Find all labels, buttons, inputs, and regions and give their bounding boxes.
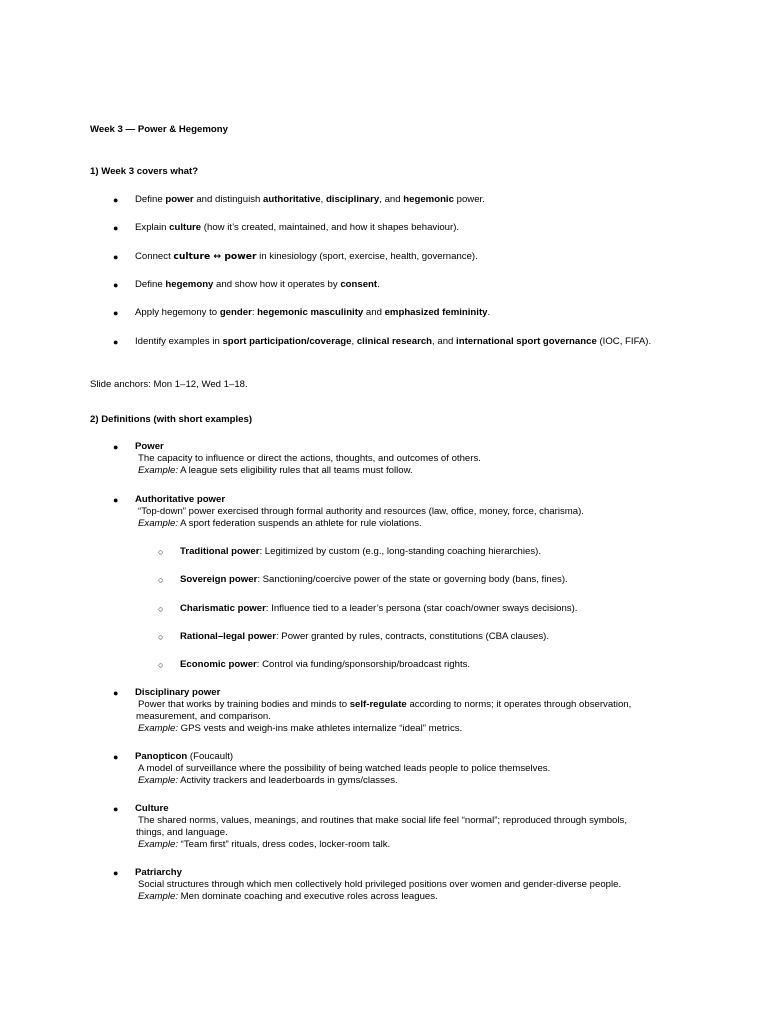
bullet-icon: ● (113, 442, 119, 452)
example-text: Example: Men dominate coaching and executive roles across leagues. (138, 891, 438, 902)
term-panopticon: Panopticon (Foucault) (135, 751, 234, 762)
circle-bullet-icon: ○ (158, 632, 164, 642)
definition-text: A model of surveillance where the possibility of being watched leads people to police themselves. (138, 763, 551, 774)
term-patriarchy: Patriarchy (135, 867, 182, 878)
list-item: Identify examples in sport participation/coverage, clinical research, and international sport governance (IOC, FIFA). (135, 336, 652, 347)
circle-bullet-icon: ○ (158, 547, 164, 557)
term-disciplinary-power: Disciplinary power (135, 687, 221, 698)
circle-bullet-icon: ○ (158, 575, 164, 585)
term-authoritative-power: Authoritative power (135, 494, 226, 505)
term-power: Power (135, 441, 164, 452)
circle-bullet-icon: ○ (158, 660, 164, 670)
section-1-heading: 1) Week 3 covers what? (90, 166, 199, 177)
list-item: Apply hegemony to gender: hegemonic masculinity and emphasized femininity. (135, 307, 491, 318)
bullet-icon: ● (113, 252, 119, 262)
page-title: Week 3 — Power & Hegemony (90, 124, 228, 135)
definition-text: measurement, and comparison. (136, 711, 271, 722)
example-text: Example: “Team first” rituals, dress codes, locker-room talk. (138, 839, 391, 850)
bullet-icon: ● (113, 195, 119, 205)
definition-text: Social structures through which men collectively hold privileged positions over women and gender-diverse people. (138, 879, 622, 890)
section-2-heading: 2) Definitions (with short examples) (90, 414, 253, 425)
list-item: Define power and distinguish authoritative, disciplinary, and hegemonic power. (135, 194, 485, 205)
definition-text: The shared norms, values, meanings, and routines that make social life feel “normal”; reproduced through symbols, (138, 815, 627, 826)
bullet-icon: ● (113, 280, 119, 290)
list-item: Define hegemony and show how it operates by consent. (135, 279, 380, 290)
bullet-icon: ● (113, 337, 119, 347)
example-text: Example: GPS vests and weigh-ins make athletes internalize “ideal” metrics. (138, 723, 463, 734)
bullet-icon: ● (113, 688, 119, 698)
definition-text: The capacity to influence or direct the actions, thoughts, and outcomes of others. (138, 453, 481, 464)
example-text: Example: A sport federation suspends an athlete for rule violations. (138, 518, 422, 529)
sub-list-item: Sovereign power: Sanctioning/coercive power of the state or governing body (bans, fines). (180, 574, 568, 585)
slide-anchors: Slide anchors: Mon 1–12, Wed 1–18. (90, 379, 248, 390)
list-item: Connect culture ↔ power in kinesiology (sport, exercise, health, governance). (135, 251, 478, 262)
example-text: Example: A league sets eligibility rules that all teams must follow. (138, 465, 413, 476)
sub-list-item: Traditional power: Legitimized by custom (e.g., long-standing coaching hierarchies). (180, 546, 541, 557)
circle-bullet-icon: ○ (158, 604, 164, 614)
sub-list-item: Rational–legal power: Power granted by rules, contracts, constitutions (CBA clauses). (180, 631, 549, 642)
list-item: Explain culture (how it’s created, maintained, and how it shapes behaviour). (135, 222, 460, 233)
bullet-icon: ● (113, 223, 119, 233)
bullet-icon: ● (113, 804, 119, 814)
definition-text: things, and language. (136, 827, 228, 838)
term-culture: Culture (135, 803, 169, 814)
bullet-icon: ● (113, 495, 119, 505)
bullet-icon: ● (113, 308, 119, 318)
sub-list-item: Charismatic power: Influence tied to a leader’s persona (star coach/owner sways decisions). (180, 603, 578, 614)
example-text: Example: Activity trackers and leaderboards in gyms/classes. (138, 775, 398, 786)
bullet-icon: ● (113, 752, 119, 762)
sub-list-item: Economic power: Control via funding/sponsorship/broadcast rights. (180, 659, 471, 670)
bullet-icon: ● (113, 868, 119, 878)
definition-text: Power that works by training bodies and minds to self-regulate according to norms; it operates through observation, (138, 699, 632, 710)
definition-text: “Top-down” power exercised through formal authority and resources (law, office, money, force, charisma). (138, 506, 584, 517)
